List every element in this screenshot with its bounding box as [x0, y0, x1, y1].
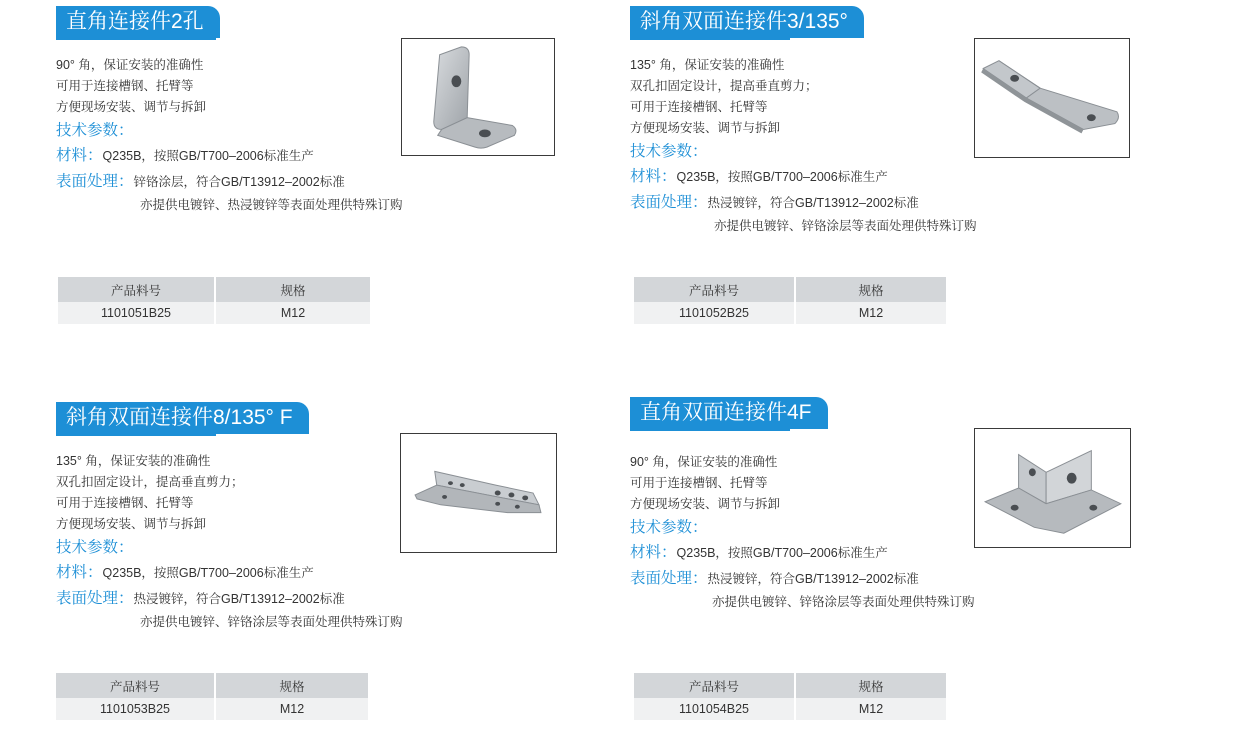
title-underline	[630, 38, 790, 40]
title-underline	[56, 38, 216, 40]
feature-line: 方便现场安装、调节与拆卸	[56, 517, 207, 531]
product-photo	[974, 38, 1130, 158]
feature-line: 90° 角，保证安装的准确性	[56, 58, 204, 72]
spec-cell: M12	[214, 698, 368, 720]
surface-label: 表面处理：	[56, 590, 134, 607]
material-value: Q235B，按照GB/T700–2006标准生产	[102, 149, 314, 163]
part-number-cell: 1101052B25	[634, 302, 794, 324]
material-label: 材料：	[630, 168, 677, 185]
table-header-row	[634, 673, 946, 698]
surface-note: 亦提供电镀锌、锌铬涂层等表面处理供特殊订购	[712, 595, 975, 609]
product-photo	[400, 433, 557, 553]
spec-heading: 技术参数：	[630, 519, 708, 536]
surface-note: 亦提供电镀锌、锌铬涂层等表面处理供特殊订购	[714, 219, 977, 233]
col-part-header: 产品料号	[58, 277, 214, 302]
product-description	[630, 452, 975, 613]
product-title: 斜角双面连接件8/135° F	[56, 402, 309, 434]
surface-value: 热浸镀锌，符合GB/T13912–2002标准	[133, 592, 345, 606]
feature-line: 可用于连接槽钢、托臂等	[630, 476, 768, 490]
feature-line: 方便现场安装、调节与拆卸	[630, 497, 781, 511]
part-number-cell: 1101051B25	[58, 302, 214, 324]
product-title: 直角双面连接件4F	[630, 397, 828, 429]
feature-line: 可用于连接槽钢、托臂等	[630, 100, 768, 114]
surface-note: 亦提供电镀锌、锌铬涂层等表面处理供特殊订购	[140, 615, 403, 629]
part-table	[56, 673, 368, 720]
table-row	[634, 302, 946, 324]
surface-row	[630, 566, 975, 592]
material-label: 材料：	[56, 147, 103, 164]
angled-bracket-3-hole-icon	[975, 39, 1129, 157]
col-part-header: 产品料号	[56, 673, 214, 698]
product-card-3	[56, 402, 576, 732]
material-row	[56, 560, 403, 586]
col-spec-header: 规格	[794, 277, 946, 302]
material-row	[630, 164, 977, 190]
surface-value: 热浸镀锌，符合GB/T13912–2002标准	[707, 572, 919, 586]
material-value: Q235B，按照GB/T700–2006标准生产	[676, 546, 888, 560]
surface-label: 表面处理：	[56, 173, 134, 190]
part-table	[58, 277, 370, 324]
table-header-row	[56, 673, 368, 698]
table-header-row	[58, 277, 370, 302]
material-label: 材料：	[56, 564, 103, 581]
spec-cell: M12	[794, 302, 946, 324]
feature-line: 可用于连接槽钢、托臂等	[56, 79, 194, 93]
feature-line: 135° 角，保证安装的准确性	[56, 454, 211, 468]
product-card-2	[630, 6, 1150, 336]
product-photo	[974, 428, 1131, 548]
product-title: 斜角双面连接件3/135°	[630, 6, 864, 38]
col-spec-header: 规格	[214, 277, 370, 302]
spec-heading: 技术参数：	[56, 122, 134, 139]
feature-line: 90° 角，保证安装的准确性	[630, 455, 778, 469]
feature-line: 135° 角，保证安装的准确性	[630, 58, 785, 72]
spec-heading: 技术参数：	[630, 143, 708, 160]
product-description	[56, 55, 403, 216]
product-card-4	[630, 397, 1150, 727]
col-part-header: 产品料号	[634, 277, 794, 302]
spec-cell: M12	[214, 302, 370, 324]
product-description	[56, 451, 403, 633]
material-value: Q235B，按照GB/T700–2006标准生产	[102, 566, 314, 580]
surface-label: 表面处理：	[630, 194, 708, 211]
surface-note: 亦提供电镀锌、热浸镀锌等表面处理供特殊订购	[140, 198, 403, 212]
feature-line: 可用于连接槽钢、托臂等	[56, 496, 194, 510]
table-row	[56, 698, 368, 720]
right-angle-bracket-2-hole-icon	[402, 39, 554, 155]
surface-value: 热浸镀锌，符合GB/T13912–2002标准	[707, 196, 919, 210]
feature-line: 双孔扣固定设计，提高垂直剪力；	[56, 475, 244, 489]
right-angle-double-bracket-4-hole-icon	[975, 429, 1130, 547]
feature-line: 双孔扣固定设计，提高垂直剪力；	[630, 79, 818, 93]
material-value: Q235B，按照GB/T700–2006标准生产	[676, 170, 888, 184]
part-number-cell: 1101054B25	[634, 698, 794, 720]
table-row	[58, 302, 370, 324]
product-description	[630, 55, 977, 237]
material-label: 材料：	[630, 544, 677, 561]
part-number-cell: 1101053B25	[56, 698, 214, 720]
material-row	[56, 143, 403, 169]
product-photo	[401, 38, 555, 156]
surface-label: 表面处理：	[630, 570, 708, 587]
product-title: 直角连接件2孔	[56, 6, 220, 38]
part-table	[634, 277, 946, 324]
surface-row	[56, 586, 403, 612]
spec-cell: M12	[794, 698, 946, 720]
title-underline	[630, 429, 790, 431]
product-card-1	[56, 6, 576, 336]
material-row	[630, 540, 975, 566]
feature-line: 方便现场安装、调节与拆卸	[56, 100, 207, 114]
surface-row	[630, 190, 977, 216]
title-underline	[56, 434, 216, 436]
col-part-header: 产品料号	[634, 673, 794, 698]
spec-heading: 技术参数：	[56, 539, 134, 556]
part-table	[634, 673, 946, 720]
table-header-row	[634, 277, 946, 302]
col-spec-header: 规格	[794, 673, 946, 698]
feature-line: 方便现场安装、调节与拆卸	[630, 121, 781, 135]
surface-value: 锌铬涂层，符合GB/T13912–2002标准	[133, 175, 345, 189]
table-row	[634, 698, 946, 720]
angled-bracket-8-hole-icon	[401, 434, 556, 552]
surface-row	[56, 169, 403, 195]
col-spec-header: 规格	[214, 673, 368, 698]
